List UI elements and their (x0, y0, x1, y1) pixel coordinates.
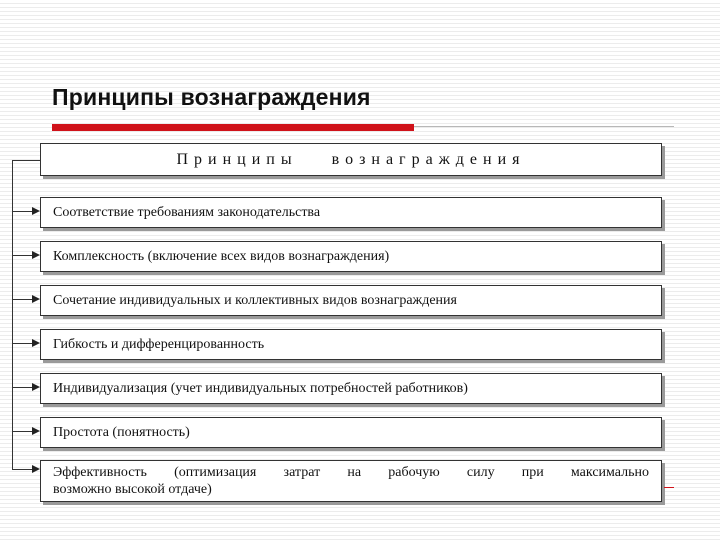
principle-label: Комплексность (включение всех видов вознаграждения) (53, 248, 390, 264)
diagram-connector-line (12, 160, 13, 469)
decorative-red-tick (664, 487, 674, 488)
header-word-rewards: вознаграждения (331, 150, 526, 168)
arrow-head-icon (32, 295, 40, 303)
arrow-head-icon (32, 339, 40, 347)
principle-label: Сочетание индивидуальных и коллективных видов вознаграждения (53, 292, 457, 308)
principle-box (40, 460, 662, 502)
connector-arrow-line (12, 387, 34, 388)
connector-top-stub (12, 160, 40, 161)
principle-box (40, 417, 662, 448)
principle-label: Простота (понятность) (53, 424, 190, 440)
connector-arrow-line (12, 431, 34, 432)
connector-arrow-line (12, 469, 34, 470)
principle-box (40, 329, 662, 360)
connector-arrow-line (12, 211, 34, 212)
slide-title: Принципы вознаграждения (52, 84, 371, 110)
principle-label: Индивидуализация (учет индивидуальных потребностей работников) (53, 380, 468, 396)
principle-label: Гибкость и дифференцированность (53, 336, 265, 352)
connector-arrow-line (12, 343, 34, 344)
arrow-head-icon (32, 427, 40, 435)
title-underline (414, 126, 674, 127)
connector-arrow-line (12, 255, 34, 256)
title-accent-bar (52, 124, 414, 131)
arrow-head-icon (32, 207, 40, 215)
principle-box (40, 197, 662, 228)
principle-box (40, 373, 662, 404)
principle-label: Соответствие требованиям законодательства (53, 204, 321, 220)
principle-label-line1: Эффективность (оптимизация затрат на рабочую силу при максимально (53, 465, 649, 480)
arrow-head-icon (32, 383, 40, 391)
principles-header-box (40, 143, 662, 176)
principle-label-line2: возможно высокой отдаче) (53, 482, 212, 497)
arrow-head-icon (32, 465, 40, 473)
principle-box (40, 241, 662, 272)
header-word-principles: Принципы (176, 150, 298, 168)
connector-arrow-line (12, 299, 34, 300)
principle-box (40, 285, 662, 316)
arrow-head-icon (32, 251, 40, 259)
